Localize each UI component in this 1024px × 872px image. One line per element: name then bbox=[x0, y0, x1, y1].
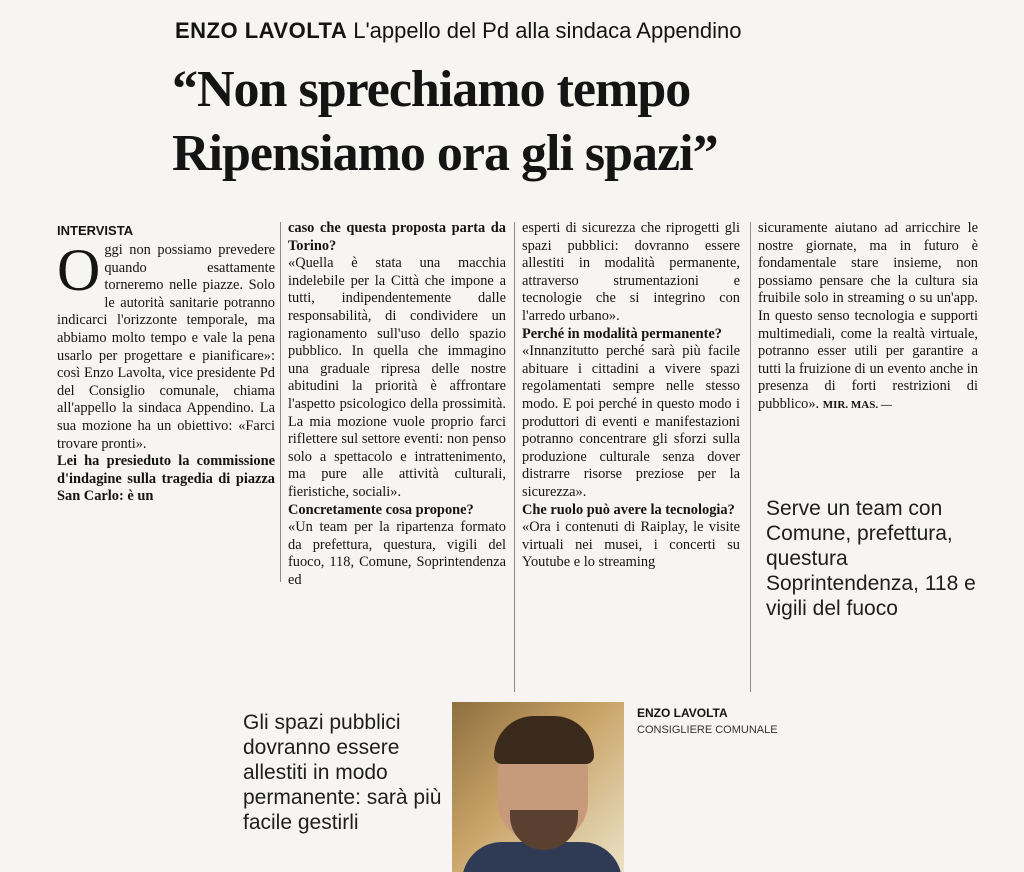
interview-question: caso che questa proposta parta da Torino? bbox=[288, 220, 506, 254]
headline-line-1: “Non sprechiamo tempo bbox=[172, 61, 691, 118]
article-column-1 bbox=[57, 237, 275, 506]
article-paragraph: «Ora i contenuti di Raiplay, le visite virtuali nei musei, i concerti su Youtube e lo streaming bbox=[522, 519, 740, 571]
author-signature: MIR. MAS. — bbox=[822, 398, 892, 411]
article-paragraph: «Innanzitutto perché sarà più facile abituare i cittadini a vivere spazi regolamentati sempre nelle stesso modo. E poi perché in questo modo i produttori di eventi e manifestazioni potranno concentrare gli sforzi sulla produzione culturale senza dover distrarre risorse preziose per la sicurezza». bbox=[522, 343, 740, 500]
column-divider bbox=[514, 222, 515, 692]
column-divider bbox=[750, 222, 751, 692]
article-paragraph: ggi non possiamo prevedere quando esattamente torneremo nelle piazze. Solo le autorità sanitarie potranno indicarci l'orizzonte temporale, ma abbiamo molto tempo e vale la pena usarlo per progettare e pianificare»: così Enzo Lavolta, vice presidente Pd del Consiglio comunale, chiama all'appello la sindaca Appendino. La sua mozione ha un obiettivo: «Farci trovare pronti». bbox=[57, 242, 275, 452]
interview-question: Che ruolo può avere la tecnologia? bbox=[522, 501, 735, 518]
section-tag: INTERVISTA bbox=[57, 223, 134, 238]
column-divider bbox=[280, 222, 281, 582]
portrait-hair bbox=[494, 716, 594, 764]
headline bbox=[172, 58, 1002, 186]
pull-quote-left: Gli spazi pubblici dovranno essere allestiti in modo permanente: sarà più facile gestirli bbox=[243, 711, 442, 834]
dropcap: O bbox=[57, 237, 101, 303]
portrait-photo bbox=[452, 702, 624, 872]
article-paragraph: esperti di sicurezza che riprogetti gli spazi pubblici: dovranno essere allestiti in modalità permanente, attraverso strumentazioni e tecnologie che si integrino con l'arredo urbano». bbox=[522, 220, 740, 324]
article-paragraph: «Un team per la ripartenza formato da prefettura, questura, vigili del fuoco, 118, Comune, Soprintendenza ed bbox=[288, 519, 506, 588]
headline-line-2: Ripensiamo ora gli spazi” bbox=[172, 125, 718, 182]
article-column-3 bbox=[522, 220, 740, 572]
kicker-subtitle: L'appello del Pd alla sindaca Appendino bbox=[353, 18, 742, 43]
interview-question: Perché in modalità permanente? bbox=[522, 325, 722, 342]
pull-quote-right: Serve un team con Comune, prefettura, questura Soprintendenza, 118 e vigili del fuoco bbox=[766, 497, 976, 620]
interview-question: Concretamente cosa propone? bbox=[288, 501, 474, 518]
kicker bbox=[175, 18, 742, 44]
article-column-4 bbox=[758, 220, 978, 415]
article-paragraph: sicuramente aiutano ad arricchire le nostre giornate, ma in futuro è fondamentale stare insieme, non possiamo pensare che la cultura sia fruibile solo in streaming o su un'app. In questo senso tecnologia e supporti multimediali, come la realtà virtuale, potranno esser utili per garantire a tutti la fruizione di un evento anche in presenza di forti restrizioni di pubblico». bbox=[758, 220, 978, 412]
kicker-name: ENZO LAVOLTA bbox=[175, 18, 348, 43]
interview-question: Lei ha presieduto la commissione d'indagine sulla tragedia di piazza San Carlo: è un bbox=[57, 453, 275, 505]
photo-caption-role: CONSIGLIERE COMUNALE bbox=[637, 724, 778, 736]
photo-caption-name: ENZO LAVOLTA bbox=[637, 706, 728, 720]
article-column-2 bbox=[288, 220, 506, 589]
article-paragraph: «Quella è stata una macchia indelebile per la Città che impone a tutti, indipendentemente dalle responsabilità, di condividere un ragionamento sull'uso dello spazio pubblico. In quella che immagino una graduale ripresa delle nostre abitudini la priorità è affrontare l'aspetto psicologico della prossimità. La mia mozione vuole proprio farci riflettere sul settore eventi: non penso solo a spettacolo e intrattenimento, ma pure alle attività culturali, fieristiche, sociali». bbox=[288, 255, 506, 500]
